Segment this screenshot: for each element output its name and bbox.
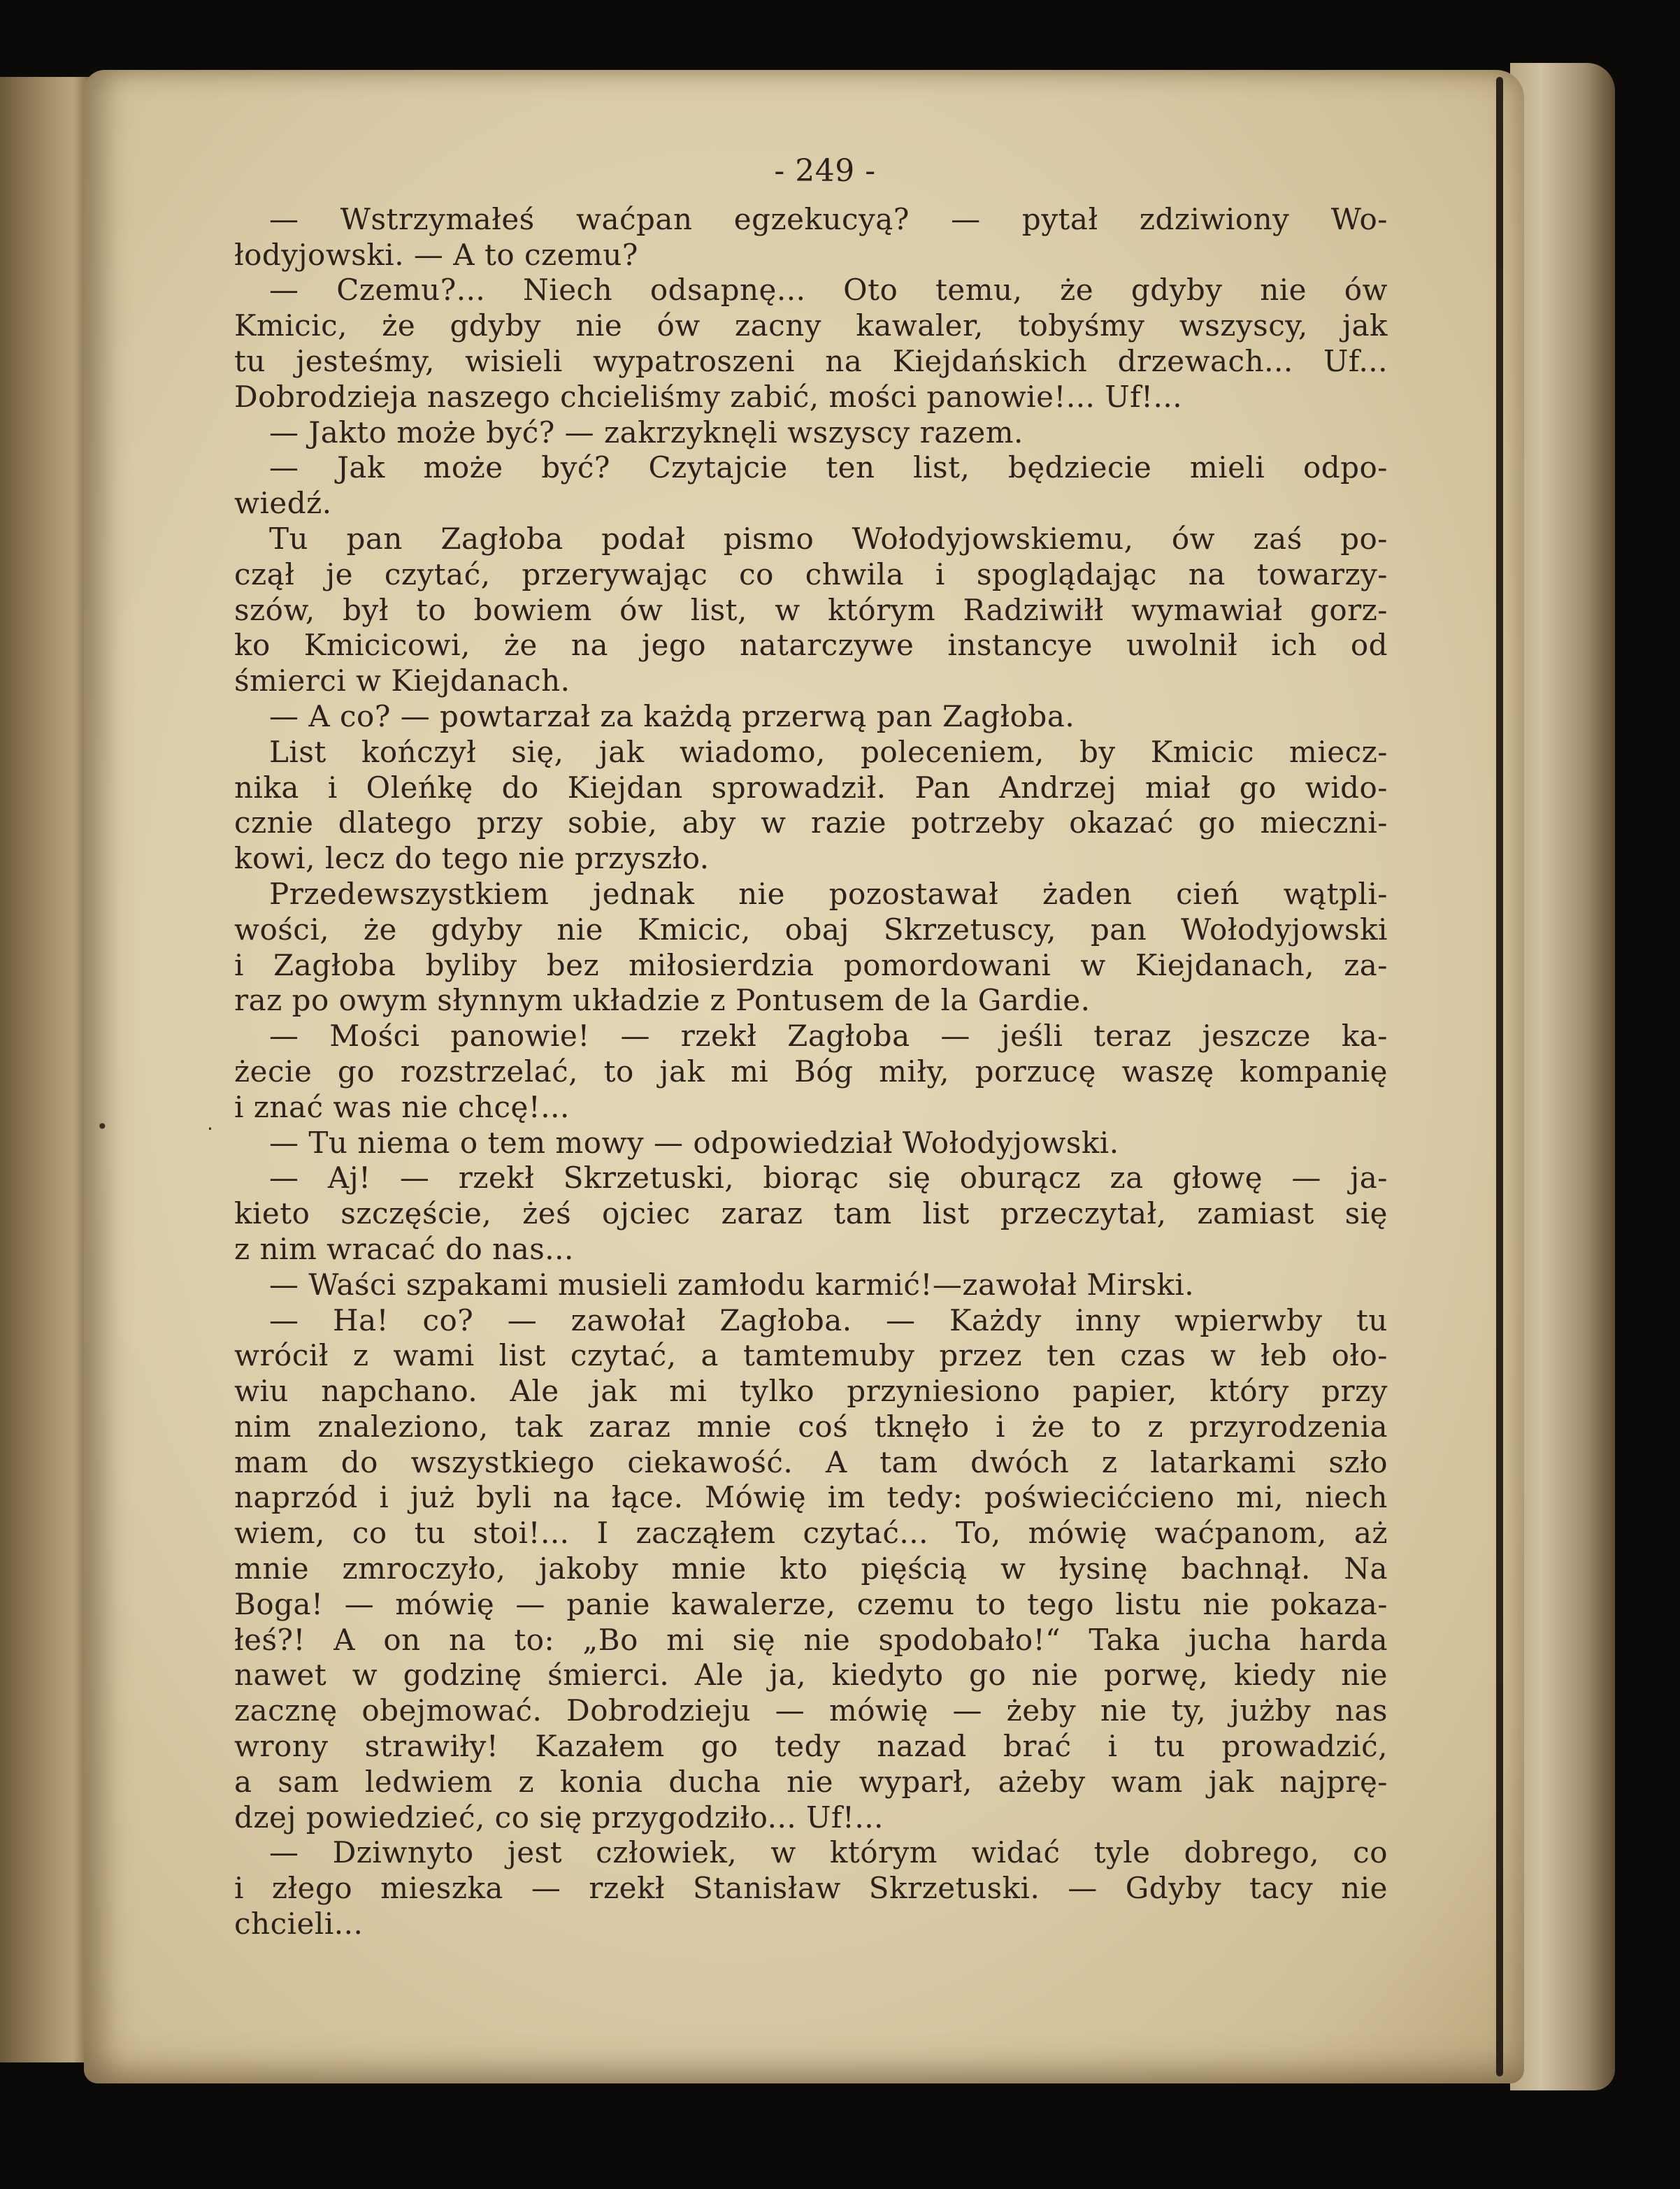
text-line: chcieli... (234, 1907, 364, 1942)
text-line: — Dziwnyto jest człowiek, w którym widać tyle dobrego, co (269, 1835, 1388, 1870)
text-line: łodyjowski. — A to czemu? (234, 237, 638, 272)
text-line: Boga! — mówię — panie kawalerze, czemu to tego listu nie pokaza- (234, 1586, 1388, 1621)
text-line: wiu napchano. Ale jak mi tylko przyniesiono papier, który przy (234, 1374, 1388, 1409)
text-line: wiedź. (234, 486, 332, 521)
text-line: łeś?! A on na to: „Bo mi się nie spodobało!“ Taka jucha harda (234, 1622, 1388, 1657)
text-line: żecie go rozstrzelać, to jak mi Bóg miły, porzucę waszę kompanię (234, 1054, 1388, 1089)
text-line: nika i Oleńkę do Kiejdan sprowadził. Pan Andrzej miał go wido- (234, 770, 1388, 805)
text-line: naprzód i już byli na łące. Mówię im tedy: poświecićcieno mi, niech (234, 1480, 1388, 1515)
text-line: Tu pan Zagłoba podał pismo Wołodyjowskiemu, ów zaś po- (269, 521, 1388, 556)
text-line: Przedewszystkiem jednak nie pozostawał żaden cień wątpli- (269, 876, 1388, 911)
text-line: raz po owym słynnym układzie z Pontusem de la Gardie. (234, 983, 1091, 1018)
text-line: wości, że gdyby nie Kmicic, obaj Skrzetuscy, pan Wołodyjowski (234, 912, 1388, 947)
binding-edge (1496, 77, 1503, 2076)
text-line: i znać was nie chcę!... (234, 1089, 570, 1124)
text-line: wrony strawiły! Kazałem go tedy nazad brać i tu prowadzić, (234, 1729, 1388, 1764)
text-line: czął je czytać, przerywając co chwila i spoglądając na towarzy- (234, 557, 1388, 591)
text-line: Kmicic, że gdyby nie ów zacny kawaler, tobyśmy wszyscy, jak (234, 308, 1388, 343)
text-line: — Wstrzymałeś waćpan egzekucyą? — pytał zdziwiony Wo- (269, 201, 1388, 236)
text-line: — Mości panowie! — rzekł Zagłoba — jeśli teraz jeszcze ka- (269, 1019, 1388, 1054)
text-line: cznie dlatego przy sobie, aby w razie potrzeby okazać go mieczni- (234, 805, 1388, 840)
text-line: Dobrodzieja naszego chcieliśmy zabić, mości panowie!... Uf!... (234, 379, 1183, 414)
text-line: szów, był to bowiem ów list, w którym Radziwiłł wymawiał gorz- (234, 592, 1388, 627)
text-line: a sam ledwiem z konia ducha nie wyparł, ażeby wam jak najprę- (234, 1764, 1388, 1799)
text-line: — Aj! — rzekł Skrzetuski, biorąc się oburącz za głowę — ja- (269, 1161, 1388, 1196)
text-line: mam do wszystkiego ciekawość. A tam dwóch z latarkami szło (234, 1444, 1388, 1479)
text-line: List kończył się, jak wiadomo, poleceniem, by Kmicic miecz- (269, 734, 1388, 769)
text-line: z nim wracać do nas... (234, 1231, 574, 1266)
text-line: śmierci w Kiejdanach. (234, 663, 570, 698)
text-line: i złego mieszka — rzekł Stanisław Skrzetuski. — Gdyby tacy nie (234, 1871, 1388, 1906)
text-line: — Ha! co? — zawołał Zagłoba. — Każdy inny wpierwby tu (269, 1302, 1388, 1337)
text-line: nawet w godzinę śmierci. Ale ja, kiedyto go nie porwę, kiedy nie (234, 1658, 1388, 1693)
text-line: ko Kmicicowi, że na jego natarczywe instancye uwolnił ich od (234, 628, 1388, 663)
text-line: nim znaleziono, tak zaraz mnie coś tknęło i że to z przyrodzenia (234, 1409, 1388, 1444)
previous-page-edge (0, 77, 91, 2062)
text-line: — Waści szpakami musieli zamłodu karmić!—zawołał Mirski. (269, 1267, 1195, 1302)
page-number: - 249 - (774, 153, 876, 189)
text-line: kowi, lecz do tego nie przyszło. (234, 841, 710, 876)
text-line: zacznę obejmować. Dobrodzieju — mówię — żeby nie ty, jużby nas (234, 1693, 1388, 1728)
text-line: dzej powiedzieć, co się przygodziło... Uf!... (234, 1800, 884, 1835)
text-line: wrócił z wami list czytać, a tamtemuby przez ten czas w łeb oło- (234, 1338, 1388, 1373)
text-line: — Jakto może być? — zakrzyknęli wszyscy razem. (269, 415, 1024, 450)
text-line: wiem, co tu stoi!... I zacząłem czytać... To, mówię waćpanom, aż (234, 1516, 1388, 1551)
text-line: — Czemu?... Niech odsapnę... Oto temu, że gdyby nie ów (269, 273, 1388, 308)
text-line: tu jesteśmy, wisieli wypatroszeni na Kiejdańskich drzewach... Uf... (234, 343, 1388, 378)
page-stack-edge (1510, 63, 1615, 2090)
text-line: — Tu niema o tem mowy — odpowiedział Wołodyjowski. (269, 1125, 1119, 1160)
text-line: kieto szczęście, żeś ojciec zaraz tam list przeczytał, zamiast się (234, 1196, 1388, 1231)
text-lines (234, 202, 1388, 1942)
text-line: mnie zmroczyło, jakoby mnie kto pięścią w łysinę bachnął. Na (234, 1551, 1388, 1586)
margin-dot: . (207, 1112, 213, 1135)
page-text (234, 154, 1388, 1942)
margin-dot: • (96, 1115, 108, 1138)
text-line: — Jak może być? Czytajcie ten list, będziecie mieli odpo- (269, 450, 1388, 485)
text-line: — A co? — powtarzał za każdą przerwą pan Zagłoba. (269, 698, 1075, 733)
text-line: i Zagłoba byliby bez miłosierdzia pomordowani w Kiejdanach, za- (234, 947, 1388, 982)
